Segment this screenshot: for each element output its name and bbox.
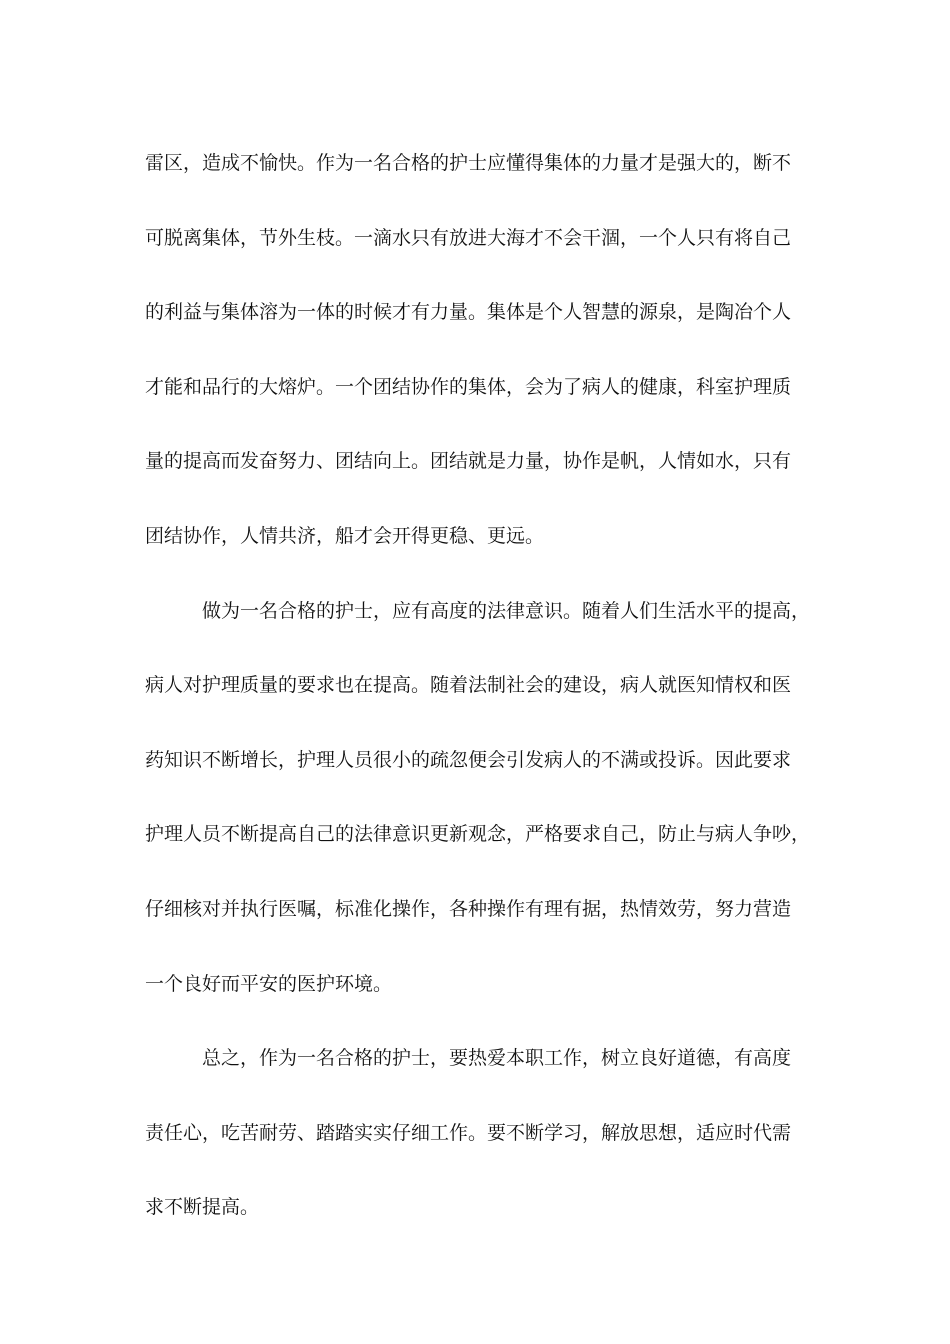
text-line: 仔细核对并执行医嘱，标准化操作，各种操作有理有据，热情效劳，努力营造 bbox=[145, 897, 792, 920]
paragraph-first-line: 总之，作为一名合格的护士，要热爱本职工作，树立良好道德，有高度 bbox=[202, 1047, 792, 1070]
text-line: 的利益与集体溶为一体的时候才有力量。集体是个人智慧的源泉，是陶冶个人 bbox=[145, 301, 792, 324]
text-line: 护理人员不断提高自己的法律意识更新观念，严格要求自己，防止与病人争吵， bbox=[145, 823, 811, 846]
paragraph-first-line: 做为一名合格的护士，应有高度的法律意识。随着人们生活水平的提高， bbox=[202, 599, 811, 622]
body-text bbox=[145, 126, 811, 1245]
text-line: 责任心，吃苦耐劳、踏踏实实仔细工作。要不断学习，解放思想，适应时代需 bbox=[145, 1121, 792, 1144]
text-line: 可脱离集体，节外生枝。一滴水只有放进大海才不会干涸，一个人只有将自己 bbox=[145, 226, 792, 249]
text-line: 求不断提高。 bbox=[145, 1196, 260, 1219]
text-line: 药知识不断增长，护理人员很小的疏忽便会引发病人的不满或投诉。因此要求 bbox=[145, 748, 792, 771]
text-line: 病人对护理质量的要求也在提高。随着法制社会的建设，病人就医知情权和医 bbox=[145, 674, 792, 697]
text-line: 一个良好而平安的医护环境。 bbox=[145, 972, 393, 995]
text-line: 量的提高而发奋努力、团结向上。团结就是力量，协作是帆，人情如水，只有 bbox=[145, 450, 792, 473]
text-line: 团结协作，人情共济，船才会开得更稳、更远。 bbox=[145, 524, 545, 547]
text-line: 才能和品行的大熔炉。一个团结协作的集体，会为了病人的健康，科室护理质 bbox=[145, 375, 792, 398]
text-line: 雷区，造成不愉快。作为一名合格的护士应懂得集体的力量才是强大的，断不 bbox=[145, 152, 792, 174]
